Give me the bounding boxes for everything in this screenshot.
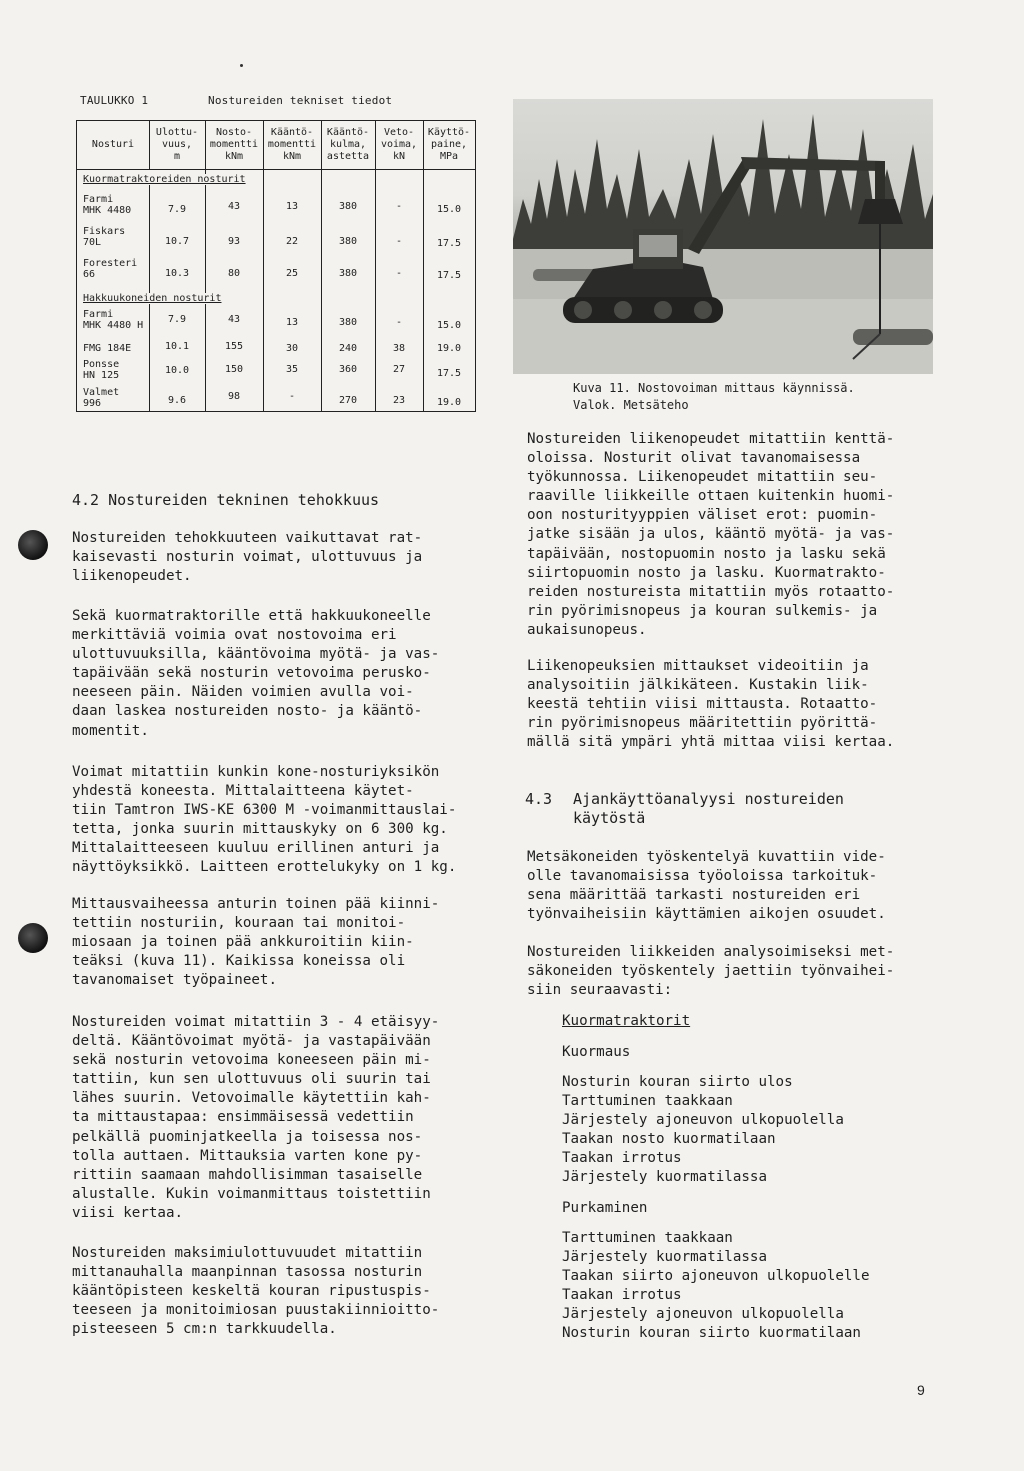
list-loading-steps: Nosturin kouran siirto ulos Tarttuminen taakkaan Järjestely ajoneuvon ulkopuolella Taakan nosto kuormatilaan Taakan irrotus Järjestely kuormatilassa xyxy=(562,1074,844,1186)
table-cell: 10.7 xyxy=(164,236,190,247)
table-cell: 380 xyxy=(338,236,358,247)
header-kayttopaine: Käyttö- paine, MPa xyxy=(427,127,471,162)
group-harvester-cranes: Hakkuukoneiden nosturit xyxy=(83,293,224,304)
table-caption xyxy=(80,94,392,107)
table-cell: 38 xyxy=(392,343,406,354)
table-cell: 155 xyxy=(224,341,244,352)
table-cell: 360 xyxy=(338,364,358,375)
header-ulottuvuus: Ulottu- vuus, m xyxy=(155,127,199,162)
table-cell: 93 xyxy=(227,236,241,247)
table-cell: 7.9 xyxy=(167,314,187,325)
table-cell: - xyxy=(395,201,403,212)
table-cell: 30 xyxy=(285,343,299,354)
left-paragraph-3: Voimat mitattiin kunkin kone-nosturiyksikön yhdestä koneesta. Mittalaitteena käytet- tiin Tamtron IWS-KE 6300 M -voimanmittauslai- tetta, jonka suurin mittauskyky on 6 300 kg. Mittalaitteeseen kuuluu erillinen anturi ja näyttöyksikkö. Laitteen erottelukyky on 1 kg. xyxy=(72,764,457,876)
table-cell: 10.1 xyxy=(164,341,190,352)
table-cell: 13 xyxy=(285,201,299,212)
right-paragraph-4: Nostureiden liikkeiden analysoimiseksi met- säkoneiden työskentely jaettiin työnvaihei- siin seuraavasti: xyxy=(527,944,895,999)
table-cell: 380 xyxy=(338,317,358,328)
table-cell: 19.0 xyxy=(436,397,462,408)
list-title-forwarders: Kuormatraktorit xyxy=(562,1013,691,1029)
table-cell: 22 xyxy=(285,236,299,247)
header-kaantokulma: Kääntö- kulma, astetta xyxy=(326,127,370,162)
table-cell: 10.3 xyxy=(164,268,190,279)
table-cell: 80 xyxy=(227,268,241,279)
row-name: FMG 184E xyxy=(83,343,132,354)
crane-photo xyxy=(513,99,933,374)
scan-speck xyxy=(240,64,243,67)
list-subtitle-loading: Kuormaus xyxy=(562,1044,631,1060)
binder-hole-bottom xyxy=(18,923,48,953)
table-cell: 43 xyxy=(227,314,241,325)
left-paragraph-4: Mittausvaiheessa anturin toinen pää kiinni- tettiin nosturiin, kouraan tai monitoi- miosaan ja toinen pää ankkuroitiin kiin- teäksi (kuva 11). Kaikissa koneissa oli tavanomaiset työpaineet. xyxy=(72,896,440,989)
table-cell: 380 xyxy=(338,201,358,212)
table-cell: 17.5 xyxy=(436,238,462,249)
table-number: TAULUKKO 1 xyxy=(80,94,149,107)
section-heading-4-3-number: 4.3 xyxy=(525,790,553,808)
header-kaantomomentti: Kääntö- momentti kNm xyxy=(267,127,317,162)
table-cell: 7.9 xyxy=(167,204,187,215)
table-cell: 43 xyxy=(227,201,241,212)
table-cell: 27 xyxy=(392,364,406,375)
table-cell: 23 xyxy=(392,395,406,406)
row-name: Foresteri 66 xyxy=(83,258,138,280)
group-forwarder-cranes: Kuormatraktoreiden nosturit xyxy=(83,174,249,185)
row-name: Ponsse HN 125 xyxy=(83,359,120,381)
section-heading-4-3-title: Ajankäyttöanalyysi nostureiden käytöstä xyxy=(573,790,844,827)
header-nostomomentti: Nosto- momentti kNm xyxy=(209,127,259,162)
photo-credit: Valok. Metsäteho xyxy=(573,398,689,412)
left-paragraph-2: Sekä kuormatraktorille että hakkuukoneelle merkittäviä voimia ovat nostovoima eri ulottuvuuksilla, kääntövoima myötä- ja vas- tapäivään sekä nosturin vetovoima perusko- neeseen päin. Näiden voimien avulla voi- daan laskea nostureiden nosto- ja kääntö- momentit. xyxy=(72,608,440,739)
row-name: Farmi MHK 4480 H xyxy=(83,309,144,331)
right-paragraph-1: Nostureiden liikenopeudet mitattiin kenttä- oloissa. Nosturit olivat tavanomaisessa työkunnossa. Liikenopeudet mitattiin seu- raaville liikkeille ottaen kuitenkin huomi- oon nosturityyppien väliset erot: puomin- jatke sisään ja ulos, kääntö myötä- ja vas- tapäivään, nostopuomin nosto ja lasku sekä siirtopuomin nosto ja lasku. Kuormatrakto- reiden nostureista mitattiin myös rotaatto- rin pyörimisnopeus ja kouran sulkemis- ja aukaisunopeus. xyxy=(527,431,895,638)
table-cell: 10.0 xyxy=(164,365,190,376)
row-name: Fiskars 70L xyxy=(83,226,126,248)
spec-table xyxy=(76,120,476,412)
header-nosturi: Nosturi xyxy=(91,139,135,150)
header-rule xyxy=(77,169,475,170)
right-paragraph-2: Liikenopeuksien mittaukset videoitiin ja analysoitiin jälkikäteen. Kustakin liik- keestä tehtiin viisi mittausta. Rotaatto- rin pyörimisnopeus määritettiin pyörittä- mällä sitä ympäri yhtä mittaa viisi kertaa. xyxy=(527,658,895,751)
table-cell: 15.0 xyxy=(436,320,462,331)
binder-hole-top xyxy=(18,530,48,560)
table-cell: - xyxy=(395,268,403,279)
table-cell: 19.0 xyxy=(436,343,462,354)
table-cell: 9.6 xyxy=(167,395,187,406)
left-paragraph-6: Nostureiden maksimiulottuvuudet mitattiin mittanauhalla maanpinnan tasossa nosturin kääntöpisteen keskeltä kouran ripustuspis- teeseen ja monitoimiosan puustakiinnioitto- pisteeseen 5 cm:n tarkkuudella. xyxy=(72,1245,440,1338)
table-cell: 15.0 xyxy=(436,204,462,215)
section-heading-4-2: 4.2 Nostureiden tekninen tehokkuus xyxy=(72,491,380,509)
table-cell: 98 xyxy=(227,391,241,402)
right-paragraph-3: Metsäkoneiden työskentelyä kuvattiin vide- olle tavanomaisissa työoloissa tarkoituk- sena määrittää tarkasti nostureiden eri työnvaiheisiin käyttämien aikojen osuudet. xyxy=(527,849,886,923)
left-paragraph-5: Nostureiden voimat mitattiin 3 - 4 etäisyy- deltä. Kääntövoimat myötä- ja vastapäivään sekä nosturin vetovoima koneeseen päin mi- tattiin, kun sen ulottuvuus oli suurin tai lähes suurin. Vetovoimalle käytettiin kah- ta mittaustapaa: ensimmäisessä vedettiin pelkällä puominjatkeella ja toisessa nos- tolla auttaen. Mittauksia varten kone py- rittiin saamaan mahdollisimman tasaiselle alustalle. Kukin voimanmittaus toistettiin viisi kertaa. xyxy=(72,1014,440,1221)
list-unloading-steps: Tarttuminen taakkaan Järjestely kuormatilassa Taakan siirto ajoneuvon ulkopuolelle Taakan irrotus Järjestely ajoneuvon ulkopuolella Nosturin kouran siirto kuormatilaan xyxy=(562,1230,870,1342)
header-vetovoima: Veto- voima, kN xyxy=(380,127,418,162)
table-cell: - xyxy=(395,236,403,247)
table-cell: 150 xyxy=(224,364,244,375)
photo-caption xyxy=(573,380,855,414)
page-number: 9 xyxy=(917,1382,925,1398)
photo-caption-title: Kuva 11. Nostovoiman mittaus käynnissä. xyxy=(573,381,855,395)
table-cell: 25 xyxy=(285,268,299,279)
table-cell: 13 xyxy=(285,317,299,328)
crane-photo-illustration xyxy=(513,99,933,374)
table-title: Nostureiden tekniset tiedot xyxy=(208,94,393,107)
table-cell: - xyxy=(395,317,403,328)
row-name: Farmi MHK 4480 xyxy=(83,194,132,216)
table-cell: 240 xyxy=(338,343,358,354)
left-paragraph-1: Nostureiden tehokkuuteen vaikuttavat rat- kaisevasti nosturin voimat, ulottuvuus ja liikenopeudet. xyxy=(72,530,423,585)
table-cell: - xyxy=(288,391,296,402)
list-subtitle-unloading: Purkaminen xyxy=(562,1200,648,1216)
row-name: Valmet 996 xyxy=(83,387,120,409)
table-cell: 380 xyxy=(338,268,358,279)
table-cell: 17.5 xyxy=(436,368,462,379)
table-cell: 35 xyxy=(285,364,299,375)
table-cell: 270 xyxy=(338,395,358,406)
table-cell: 17.5 xyxy=(436,270,462,281)
